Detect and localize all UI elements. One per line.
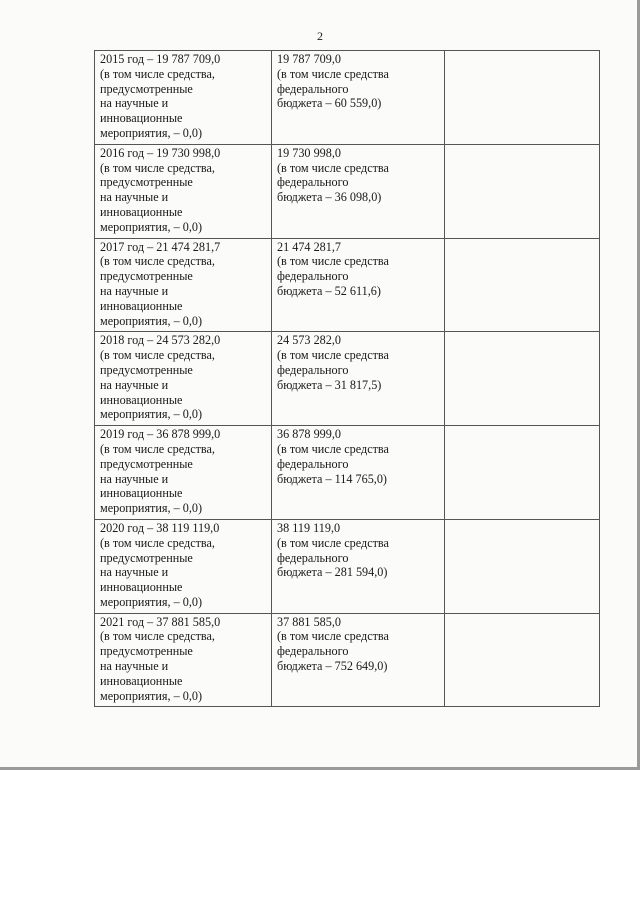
cell-text-line: 24 573 282,0 [277, 333, 341, 348]
cell-text-line: инновационные [100, 298, 183, 313]
federal-budget-cell [272, 144, 445, 238]
page-number: 2 [317, 29, 323, 43]
cell-text-line: (в том числе средства, [100, 348, 215, 363]
empty-cell [445, 426, 600, 520]
cell-text-line: инновационные [100, 580, 183, 595]
federal-budget-cell [272, 519, 445, 613]
cell-text-line: бюджета – 52 611,6) [277, 283, 381, 298]
table-row [95, 613, 600, 707]
cell-text-line: федерального [277, 362, 349, 377]
cell-text-line: 19 787 709,0 [277, 52, 341, 66]
federal-budget-cell [272, 613, 445, 707]
cell-text-line: (в том числе средства [277, 348, 389, 363]
federal-budget-cell [272, 426, 445, 520]
cell-text-line: 2017 год – 21 474 281,7 [100, 239, 221, 254]
cell-text-line: мероприятия, – 0,0) [100, 594, 203, 609]
cell-text-line: предусмотренные [100, 456, 193, 471]
empty-cell [445, 332, 600, 426]
cell-text-line: 2020 год – 38 119 119,0 [100, 520, 220, 535]
budget-table [94, 50, 600, 707]
cell-text-line: (в том числе средства, [100, 629, 215, 644]
year-total-cell [95, 426, 272, 520]
cell-text-line: (в том числе средства, [100, 66, 215, 81]
cell-text-line: (в том числе средства [277, 441, 389, 456]
year-total-cell [95, 238, 272, 332]
cell-text-line: мероприятия, – 0,0) [100, 219, 203, 234]
empty-cell [445, 238, 600, 332]
table-row [95, 51, 600, 145]
cell-text-line: 36 878 999,0 [277, 427, 341, 442]
cell-text-line: инновационные [100, 392, 183, 407]
cell-text-line: федерального [277, 456, 349, 471]
cell-text-line: мероприятия, – 0,0) [100, 501, 203, 516]
empty-cell [445, 51, 600, 145]
cell-text-line: бюджета – 31 817,5) [277, 377, 382, 392]
cell-text-line: (в том числе средства [277, 160, 389, 175]
cell-text-line: (в том числе средства, [100, 160, 215, 175]
empty-cell [445, 613, 600, 707]
cell-text-line: бюджета – 281 594,0) [277, 565, 388, 580]
cell-text-line: предусмотренные [100, 269, 193, 284]
year-total-cell [95, 332, 272, 426]
cell-text-line: 38 119 119,0 [277, 520, 341, 535]
budget-table-body [95, 51, 600, 707]
year-total-cell [95, 144, 272, 238]
table-row [95, 238, 600, 332]
table-row [95, 426, 600, 520]
cell-text-line: федерального [277, 269, 349, 284]
cell-text-line: (в том числе средства [277, 629, 389, 644]
federal-budget-cell [272, 51, 445, 145]
year-total-cell [95, 519, 272, 613]
cell-text-line: бюджета – 752 649,0) [277, 659, 388, 674]
cell-text-line: 2021 год – 37 881 585,0 [100, 614, 221, 629]
cell-text-line: 19 730 998,0 [277, 145, 341, 160]
cell-text-line: инновационные [100, 673, 183, 688]
cell-text-line: предусмотренные [100, 81, 193, 96]
cell-text-line: на научные и [100, 377, 169, 392]
cell-text-line: мероприятия, – 0,0) [100, 313, 203, 328]
cell-text-line: на научные и [100, 565, 169, 580]
cell-text-line: на научные и [100, 190, 169, 205]
cell-text-line: федерального [277, 81, 349, 96]
cell-text-line: инновационные [100, 486, 183, 501]
table-row [95, 332, 600, 426]
cell-text-line: бюджета – 114 765,0) [277, 471, 387, 486]
cell-text-line: бюджета – 60 559,0) [277, 96, 382, 111]
cell-text-line: 2018 год – 24 573 282,0 [100, 333, 221, 348]
cell-text-line: (в том числе средства, [100, 254, 215, 269]
cell-text-line: (в том числе средства [277, 535, 389, 550]
cell-text-line: бюджета – 36 098,0) [277, 190, 382, 205]
cell-text-line: мероприятия, – 0,0) [100, 125, 203, 140]
cell-text-line: федерального [277, 644, 349, 659]
cell-text-line: на научные и [100, 471, 169, 486]
cell-text-line: 2019 год – 36 878 999,0 [100, 427, 221, 442]
table-row [95, 144, 600, 238]
empty-cell [445, 144, 600, 238]
cell-text-line: федерального [277, 550, 349, 565]
cell-text-line: инновационные [100, 204, 183, 219]
cell-text-line: (в том числе средства [277, 254, 389, 269]
year-total-cell [95, 613, 272, 707]
cell-text-line: 37 881 585,0 [277, 614, 341, 629]
cell-text-line: на научные и [100, 659, 169, 674]
cell-text-line: на научные и [100, 283, 169, 298]
cell-text-line: инновационные [100, 111, 183, 126]
cell-text-line: 2016 год – 19 730 998,0 [100, 145, 221, 160]
cell-text-line: предусмотренные [100, 175, 193, 190]
cell-text-line: федерального [277, 175, 349, 190]
cell-text-line: 21 474 281,7 [277, 239, 341, 254]
cell-text-line: 2015 год – 19 787 709,0 [100, 52, 221, 66]
cell-text-line: (в том числе средства, [100, 441, 215, 456]
federal-budget-cell [272, 332, 445, 426]
cell-text-line: предусмотренные [100, 550, 193, 565]
federal-budget-cell [272, 238, 445, 332]
table-row [95, 519, 600, 613]
cell-text-line: мероприятия, – 0,0) [100, 407, 203, 422]
cell-text-line: (в том числе средства, [100, 535, 215, 550]
cell-text-line: (в том числе средства [277, 66, 389, 81]
cell-text-line: предусмотренные [100, 644, 193, 659]
cell-text-line: мероприятия, – 0,0) [100, 688, 203, 703]
year-total-cell [95, 51, 272, 145]
cell-text-line: предусмотренные [100, 362, 193, 377]
empty-cell [445, 519, 600, 613]
cell-text-line: на научные и [100, 96, 169, 111]
